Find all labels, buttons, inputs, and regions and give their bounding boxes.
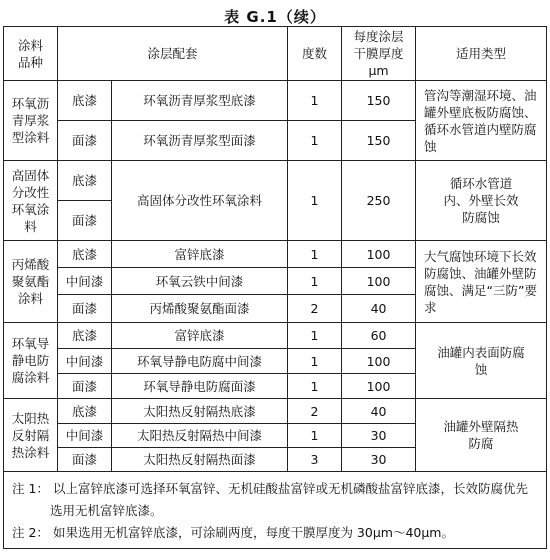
coating-type-cell — [4, 399, 58, 472]
layer-cell: 中间漆 — [58, 349, 112, 374]
coating-cell: 环氧沥青厚浆型面漆 — [112, 121, 288, 161]
table-row — [4, 241, 547, 268]
coating-type-cell — [4, 81, 58, 161]
header-thickness-line1: 每度涂层 — [353, 29, 404, 44]
note-1-text: 以上富锌底漆可选择环氧富锌、无机硅酸盐富锌或无机磷酸盐富锌底漆，长效防腐优先选用无机富锌底漆。 — [50, 481, 528, 518]
coating-cell: 太阳热反射隔热面漆 — [112, 448, 288, 472]
coating-type-name: 丙烯酸聚氨酯涂料 — [11, 257, 50, 306]
table-row — [4, 81, 547, 121]
usage-text: 油罐内表面防腐蚀 — [437, 344, 525, 377]
notes-cell — [4, 472, 547, 549]
layer-cell: 底漆 — [58, 399, 112, 424]
thickness-cell: 100 — [342, 374, 416, 399]
passes-cell: 1 — [288, 349, 342, 374]
layer-cell: 面漆 — [58, 121, 112, 161]
notes-row — [4, 472, 547, 549]
coating-cell: 太阳热反射隔热中间漆 — [112, 424, 288, 448]
thickness-cell: 40 — [342, 295, 416, 323]
layer-cell: 面漆 — [58, 374, 112, 399]
thickness-cell: 60 — [342, 323, 416, 349]
table-caption: 表 G.1（续） — [224, 8, 326, 26]
usage-cell — [416, 399, 547, 472]
passes-cell: 1 — [288, 121, 342, 161]
thickness-cell: 100 — [342, 241, 416, 268]
passes-cell: 2 — [288, 295, 342, 323]
coating-cell: 环氧云铁中间漆 — [112, 268, 288, 295]
usage-text: 油罐外壁隔热防腐 — [443, 419, 519, 451]
coating-cell: 丙烯酸聚氨酯面漆 — [112, 295, 288, 323]
coating-type-cell — [4, 161, 58, 241]
passes-cell: 1 — [288, 424, 342, 448]
note-1-label: 注 1： — [12, 481, 49, 496]
layer-cell: 面漆 — [58, 448, 112, 472]
coating-type-name: 环氧导静电防腐涂料 — [11, 336, 50, 385]
coating-cell: 太阳热反射隔热底漆 — [112, 399, 288, 424]
thickness-cell: 100 — [342, 349, 416, 374]
layer-cell: 底漆 — [58, 323, 112, 349]
coating-type-cell — [4, 323, 58, 399]
layer-cell: 中间漆 — [58, 424, 112, 448]
header-thickness-line2: 干膜厚度 — [353, 46, 404, 61]
header-thickness-unit: μm — [368, 63, 389, 78]
passes-cell: 1 — [288, 323, 342, 349]
passes-cell: 1 — [288, 241, 342, 268]
table-row — [4, 161, 547, 201]
coating-type-name: 太阳热反射隔热涂料 — [11, 410, 50, 460]
layer-cell: 面漆 — [58, 201, 112, 241]
note-2 — [12, 522, 540, 544]
thickness-cell: 100 — [342, 268, 416, 295]
usage-cell — [416, 323, 547, 399]
passes-cell: 1 — [288, 81, 342, 121]
thickness-cell: 150 — [342, 121, 416, 161]
layer-cell: 面漆 — [58, 295, 112, 323]
passes-cell: 1 — [288, 268, 342, 295]
thickness-cell: 40 — [342, 399, 416, 424]
passes-cell: 2 — [288, 399, 342, 424]
note-2-text: 如果选用无机富锌底漆，可涂刷两度，每度干膜厚度为 30μm～40μm。 — [52, 525, 454, 540]
note-1 — [12, 478, 540, 522]
thickness-cell: 250 — [342, 161, 416, 241]
thickness-cell: 150 — [342, 81, 416, 121]
thickness-cell: 30 — [342, 424, 416, 448]
header-thickness — [342, 27, 416, 81]
table-row — [4, 323, 547, 349]
note-2-label: 注 2： — [12, 525, 49, 540]
usage-cell: 管沟等潮湿环境、油罐外壁底板防腐蚀、循环水管道内壁防腐蚀 — [416, 81, 547, 161]
coating-cell: 富锌底漆 — [112, 323, 288, 349]
coating-type-name: 环氧沥青厚浆型涂料 — [11, 96, 50, 145]
usage-cell: 大气腐蚀环境下长效防腐蚀、油罐外壁防腐蚀、满足“三防”要求 — [416, 241, 547, 323]
passes-cell: 1 — [288, 161, 342, 241]
header-coating-type — [4, 27, 58, 81]
coating-spec-table — [3, 26, 547, 549]
usage-text: 循环水管道内、外壁长效防腐蚀 — [443, 176, 519, 225]
layer-cell: 中间漆 — [58, 268, 112, 295]
coating-cell: 富锌底漆 — [112, 241, 288, 268]
coating-cell: 环氧沥青厚浆型底漆 — [112, 81, 288, 121]
layer-cell: 底漆 — [58, 241, 112, 268]
usage-cell — [416, 161, 547, 241]
coating-type-cell — [4, 241, 58, 323]
header-coating-system: 涂层配套 — [58, 27, 288, 81]
coating-cell: 环氧导静电防腐中间漆 — [112, 349, 288, 374]
header-usage: 适用类型 — [416, 27, 547, 81]
layer-cell: 底漆 — [58, 161, 112, 201]
header-passes: 度数 — [288, 27, 342, 81]
coating-cell: 高固体分改性环氧涂料 — [112, 161, 288, 241]
thickness-cell: 30 — [342, 448, 416, 472]
passes-cell: 1 — [288, 374, 342, 399]
header-row — [4, 27, 547, 81]
coating-cell: 环氧导静电防腐面漆 — [112, 374, 288, 399]
layer-cell: 底漆 — [58, 81, 112, 121]
table-row — [4, 399, 547, 424]
header-coating-type-label: 涂料品种 — [17, 37, 43, 70]
passes-cell: 3 — [288, 448, 342, 472]
coating-type-name: 高固体分改性环氧涂料 — [11, 167, 50, 234]
